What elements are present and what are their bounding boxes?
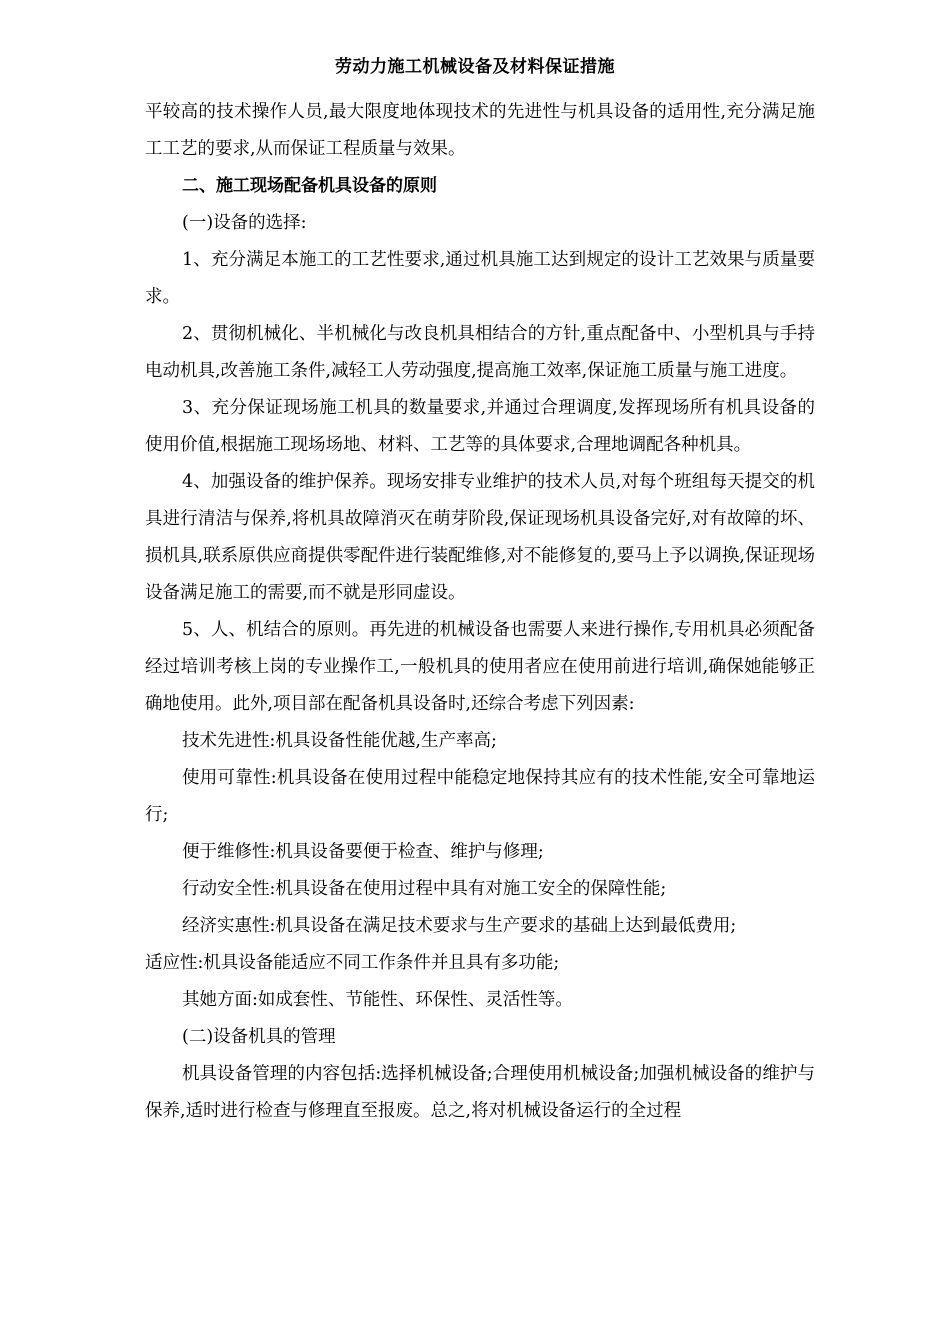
paragraph: 2、贯彻机械化、半机械化与改良机具相结合的方针,重点配备中、小型机具与手持电动机具,改善施工条件,减轻工人劳动强度,提高施工效率,保证施工质量与施工进度。 [145, 324, 815, 381]
paragraph: 3、充分保证现场施工机具的数量要求,并通过合理调度,发挥现场所有机具设备的使用价值,根据施工现场场地、材料、工艺等的具体要求,合理地调配各种机具。 [145, 398, 815, 455]
page-header-title: 劳动力施工机械设备及材料保证措施 [335, 57, 615, 77]
paragraph: 1、充分满足本施工的工艺性要求,通过机具施工达到规定的设计工艺效果与质量要求。 [145, 250, 815, 307]
paragraph: 经济实惠性:机具设备在满足技术要求与生产要求的基础上达到最低费用; [182, 916, 737, 936]
paragraph: 4、加强设备的维护保养。现场安排专业维护的技术人员,对每个班组每天提交的机具进行清洁与保养,将机具故障消灭在萌芽阶段,保证现场机具设备完好,对有故障的坏、损机具,联系原供应商提供零配件进行装配维修,对不能修复的,要马上予以调换,保证现场设备满足施工的需要,而不就是形同虚设。 [145, 472, 815, 603]
paragraph: (二)设备机具的管理 [182, 1027, 336, 1047]
paragraph: 机具设备管理的内容包括:选择机械设备;合理使用机械设备;加强机械设备的维护与保养,适时进行检查与修理直至报废。总之,将对机械设备运行的全过程 [145, 1064, 815, 1121]
paragraph: (一)设备的选择: [182, 213, 307, 233]
paragraph: 其她方面:如成套性、节能性、环保性、灵活性等。 [182, 990, 573, 1010]
paragraph: 便于维修性:机具设备要便于检查、维护与修理; [182, 842, 544, 862]
document-body [145, 94, 815, 1130]
paragraph: 技术先进性:机具设备性能优越,生产率高; [182, 731, 497, 751]
paragraph: 行动安全性:机具设备在使用过程中具有对施工安全的保障性能; [182, 879, 667, 899]
paragraph: 使用可靠性:机具设备在使用过程中能稳定地保持其应有的技术性能,安全可靠地运行; [145, 768, 815, 825]
paragraph: 5、人、机结合的原则。再先进的机械设备也需要人来进行操作,专用机具必须配备经过培训考核上岗的专业操作工,一般机具的使用者应在使用前进行培训,确保她能够正确地使用。此外,项目部在配备机具设备时,还综合考虑下列因素: [145, 620, 815, 714]
paragraph: 平较高的技术操作人员,最大限度地体现技术的先进性与机具设备的适用性,充分满足施工工艺的要求,从而保证工程质量与效果。 [145, 102, 815, 159]
paragraph: 适应性:机具设备能适应不同工作条件并且具有多功能; [145, 953, 560, 973]
section-heading: 二、施工现场配备机具设备的原则 [182, 176, 437, 196]
